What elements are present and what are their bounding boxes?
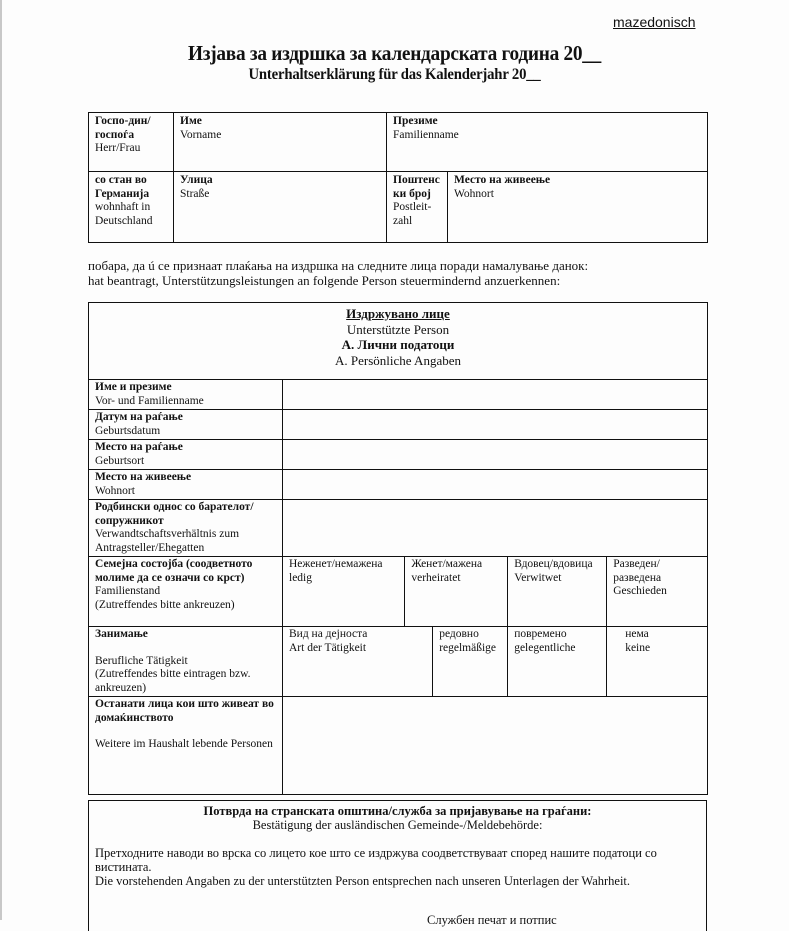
option-mk: Разведен/разведена	[613, 558, 662, 584]
option-mk: Женет/мажена	[411, 558, 483, 570]
marital-option-single[interactable]	[283, 557, 405, 627]
last-name-label-de: Familienname	[393, 128, 459, 141]
household-field[interactable]	[283, 697, 708, 795]
occupation-label	[89, 627, 283, 697]
marital-option-married[interactable]	[405, 557, 508, 627]
household-mk: Останати лица кои што живеат во домаќинството	[95, 698, 274, 724]
relationship-field[interactable]	[283, 500, 708, 557]
option-de: ledig	[289, 571, 312, 584]
option-mk: Вдовец/вдовица	[514, 558, 593, 570]
full-name-field[interactable]	[283, 380, 708, 410]
title-mk: Изјава за издршка за календарската година 20__	[188, 41, 602, 65]
occupation-mk: Занимање	[95, 628, 148, 640]
first-name-cell[interactable]	[174, 113, 387, 172]
birth-date-de: Geburtsdatum	[95, 424, 161, 437]
option-de: Geschieden	[613, 585, 667, 597]
household-de: Weitere im Haushalt lebende Personen	[95, 738, 273, 750]
residence-label-de: wohnhaft in Deutschland	[95, 201, 153, 227]
salutation-cell[interactable]	[89, 113, 174, 172]
salutation-label-mk: Госпо-дин/госпоѓа	[95, 115, 151, 141]
supported-person-header	[89, 303, 708, 380]
last-name-cell[interactable]	[387, 113, 708, 172]
birth-date-label	[89, 410, 283, 440]
birth-place-label	[89, 440, 283, 470]
header-de: Unterstützte Person	[346, 321, 450, 337]
residence-label	[89, 470, 283, 500]
relationship-label	[89, 500, 283, 557]
type-mk: Вид на дејноста	[289, 628, 368, 640]
residence-mk: Место на живеење	[95, 471, 192, 483]
option-mk: Неженет/немажена	[289, 558, 383, 570]
birth-place-field[interactable]	[283, 440, 708, 470]
option-de: gelegentliche	[514, 641, 576, 654]
authority-confirmation-box	[88, 800, 707, 931]
household-label	[89, 697, 283, 795]
option-de: verheiratet	[411, 571, 461, 584]
occupation-option-none[interactable]	[607, 627, 708, 697]
occupation-option-regular[interactable]	[433, 627, 508, 697]
occupation-option-occasional[interactable]	[508, 627, 607, 697]
intro-de: hat beantragt, Unterstützungsleistungen an folgende Person steuermindernd anzuerkennen:	[88, 273, 561, 288]
marital-status-label	[89, 557, 283, 627]
first-name-label-mk: Име	[180, 115, 202, 127]
relationship-mk: Родбински однос со барателот/сопружникот	[95, 501, 254, 527]
postal-code-cell[interactable]	[387, 172, 448, 243]
applicant-table	[88, 112, 708, 243]
marital-option-divorced[interactable]	[607, 557, 708, 627]
title-de: Unterhaltserklärung für das Kalenderjahr 20__	[248, 66, 541, 83]
marital-option-widowed[interactable]	[508, 557, 607, 627]
street-label-mk: Улица	[180, 174, 213, 186]
supported-person-table	[88, 302, 708, 795]
city-cell[interactable]	[448, 172, 708, 243]
confirmation-text-de: Die vorstehenden Angaben zu der unterstützten Person entsprechen nach unseren Unterlagen der Wahrheit.	[95, 874, 631, 888]
birth-place-mk: Место на раѓање	[95, 441, 183, 453]
birth-place-de: Geburtsort	[95, 454, 145, 467]
marital-hint: (Zutreffendes bitte ankreuzen)	[95, 598, 235, 611]
street-cell[interactable]	[174, 172, 387, 243]
residence-label-mk: со стан во Германија	[95, 174, 150, 200]
option-mk: нема	[625, 628, 649, 640]
birth-date-field[interactable]	[283, 410, 708, 440]
option-de: keine	[625, 641, 651, 654]
last-name-label-mk: Презиме	[393, 115, 438, 127]
city-label-de: Wohnort	[454, 187, 494, 200]
city-label-mk: Место на живеење	[454, 174, 551, 186]
option-mk: повремено	[514, 628, 567, 640]
section-mk: А. Лични податоци	[341, 337, 455, 352]
relationship-de: Verwandtschaftsverhältnis zum Antragsteller/Ehegatten	[95, 528, 240, 554]
occupation-hint: (Zutreffendes bitte eintragen bzw. ankreuzen)	[95, 668, 251, 694]
marital-de: Familienstand	[95, 585, 161, 597]
intro-mk: побара, да ú се признаат плаќања на издршка на следните лица поради намалување данок:	[88, 258, 589, 273]
header-mk: Издржувано лице	[346, 306, 450, 321]
intro-text	[88, 258, 588, 288]
marital-mk: Семејна состојба (соодветното молиме да се означи со крст)	[95, 558, 253, 584]
language-label: mazedonisch	[613, 14, 696, 30]
occupation-de: Berufliche Tätigkeit	[95, 654, 188, 667]
option-de: Verwitwet	[514, 571, 562, 584]
postal-code-label-mk: Поштенс ки број	[393, 174, 440, 200]
confirmation-title-de: Bestätigung der ausländischen Gemeinde-/Meldebehörde:	[252, 818, 543, 832]
confirmation-text-mk: Претходните наводи во врска со лицето кое што се издржува соодветствуваат според нашите податоци со вистината.	[95, 846, 657, 874]
residence-field[interactable]	[283, 470, 708, 500]
first-name-label-de: Vorname	[180, 128, 222, 141]
full-name-de: Vor- und Familienname	[95, 394, 204, 407]
section-de: A. Persönliche Angaben	[334, 352, 461, 368]
page-edge	[0, 0, 2, 920]
option-de: regelmäßige	[439, 641, 497, 654]
residence-de: Wohnort	[95, 484, 135, 497]
occupation-type-field[interactable]	[283, 627, 433, 697]
official-stamp-label: Службен печат и потпис	[427, 913, 557, 927]
confirmation-title-mk: Потврда на странската општина/служба за пријавување на граѓани:	[203, 804, 592, 818]
type-de: Art der Tätigkeit	[289, 641, 367, 654]
postal-code-label-de: Postleit-zahl	[393, 201, 432, 227]
street-label-de: Straße	[180, 187, 210, 200]
full-name-label	[89, 380, 283, 410]
residence-cell	[89, 172, 174, 243]
option-mk: редовно	[439, 628, 479, 640]
full-name-mk: Име и презиме	[95, 381, 172, 393]
birth-date-mk: Датум на раѓање	[95, 411, 183, 423]
salutation-label-de: Herr/Frau	[95, 142, 141, 154]
